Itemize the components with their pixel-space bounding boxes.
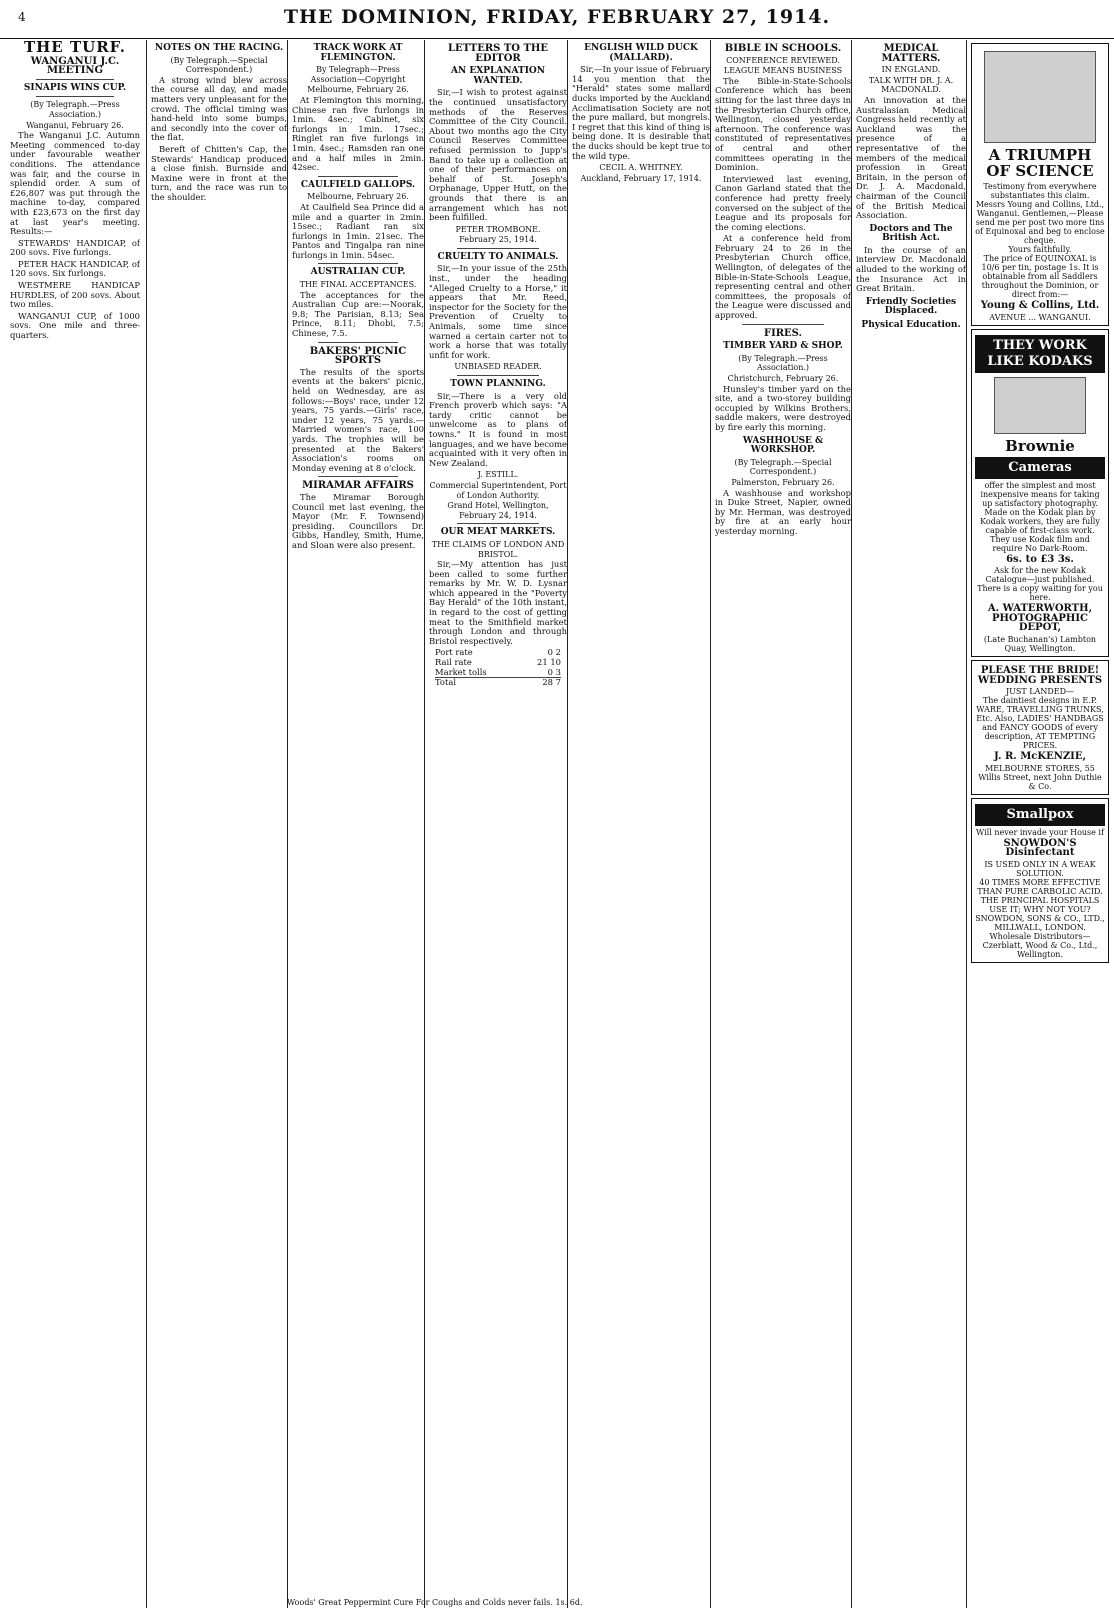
ad-company: Young & Collins, Ltd. (980, 300, 1100, 311)
medical-paragraph: An innovation at the Australasian Medical Congress held recently at Auckland was the presence of a representative of the members of the medical profession in Great Britain, in the person of Dr. J. A. Macdonald, chairman of the Council of the British Medical Association. (856, 94, 966, 221)
australian-cup-heading: AUSTRALIAN CUP. (310, 267, 406, 278)
australian-cup-subtitle: THE FINAL ACCEPTANCES. (299, 280, 417, 290)
freight-value: 28 7 (542, 677, 561, 688)
freight-label: Rail rate (435, 657, 472, 668)
page-number: 4 (18, 10, 26, 24)
letter-1-signature: PETER TROMBONE. (455, 224, 541, 234)
turf-paragraph: WANGANUI CUP, of 1000 sovs. One mile and three-quarters. (10, 310, 140, 341)
ad-tagline: Will never invade your House if (976, 827, 1104, 837)
notes-paragraph: A strong wind blew across the course all day, and made matters very unpleasant for the crowd. The official timing was hand-held into some bumps, and secondly into the cover of the flat. (151, 74, 287, 143)
footer-ad (287, 1598, 583, 1608)
turf-byline: (By Telegraph.—Press Association.) (30, 100, 120, 119)
freight-value: 0 3 (547, 666, 561, 677)
divider (457, 523, 540, 524)
bible-paragraph: At a conference held from February 24 to 26 in the Presbyterian Church office, Wellington, of delegates of the Bible-in-State-Schools League, representing central and other committees, the proposals of the League were discussed and approved. (715, 233, 851, 321)
ad-price: 6s. to £3 3s. (1006, 553, 1074, 565)
fire-2-dateline: Palmerston, February 26. (731, 477, 835, 487)
caulfield-body: At Caulfield Sea Prince did a mile and a quarter in 2min. 15sec.; Radiant ran six furlongs in 1min. 21sec. The Pantos and Tingalpa ran nine furlongs in 1min. 54sec. (292, 201, 424, 260)
turf-paragraph: The Wanganui J.C. Autumn Meeting commenced to-day under favourable weather conditions. The attendance was fair, and the course in splendid order. A sum of £26,807 was put through the machine to-day, compared with £23,673 on the first day at last year's meeting. Results:— (10, 130, 140, 237)
column-2 (146, 40, 287, 1608)
column-3 (287, 40, 424, 1608)
ad-headline: Smallpox (975, 804, 1105, 826)
freight-row (435, 668, 561, 678)
letter-4-body: Sir,—My attention has just been called to some further remarks by Mr. W. D. Lysnar which appeared in the "Poverty Bay Herald" of the 10th instant, in regard to the cost of getting meat to the Smithfield market through London and through Bristol respectively. (429, 559, 567, 646)
ad-intro: Testimony from everywhere substantiates this claim. (983, 182, 1097, 200)
bible-paragraph: The Bible-in-State-Schools Conference which has been sitting for the last three days in the Presbyterian Church office, Wellington, closed yesterday afternoon. The conference was constituted of representatives of central and other committees operating in the Dominion. (715, 75, 851, 173)
ad-headline: THEY WORK LIKE KODAKS (975, 335, 1105, 373)
letter-3-title: TOWN PLANNING. (450, 379, 546, 389)
picnic-heading: BAKERS' PICNIC SPORTS (309, 345, 407, 367)
fires-heading: FIRES. (763, 327, 803, 339)
divider (36, 79, 114, 80)
flemington-dateline: Melbourne, February 26. (307, 85, 409, 95)
ad-headline: PLEASE THE BRIDE! WEDDING PRESENTS (977, 664, 1103, 686)
bible-subtitle-2: LEAGUE MEANS BUSINESS (723, 66, 843, 76)
equinoxal-advertisement (971, 43, 1109, 326)
divider (318, 342, 397, 343)
turf-meeting: WANGANUI J.C. MEETING (30, 55, 120, 77)
fire-1-dateline: Christchurch, February 26. (727, 374, 839, 383)
divider (36, 96, 114, 97)
column-5 (567, 40, 710, 1608)
turf-paragraph: WESTMERE HANDICAP HURDLES, of 200 sovs. About two miles. (10, 280, 140, 310)
ad-hospitals: THE PRINCIPAL HOSPITALS USE IT; WHY NOT YOU? (980, 895, 1100, 914)
ad-usage: IS USED ONLY IN A WEAK SOLUTION. (984, 859, 1096, 878)
letter-3-signature: J. ESTILL. (477, 470, 519, 480)
letter-3-sig-detail: Commercial Superintendent, Port of London Authority. (429, 480, 567, 500)
flemington-byline: By Telegraph—Press Association—Copyright (310, 65, 406, 84)
freight-label: Total (435, 677, 457, 688)
freight-value: 21 10 (537, 657, 561, 668)
caulfield-dateline: Melbourne, February 26. (307, 192, 409, 202)
column-8-advertisements (966, 40, 1109, 1608)
turf-dateline: Wanganui, February 26. (26, 120, 124, 130)
ad-catalogue: Ask for the new Kodak Catalogue—just published. There is a copy waiting for you here. (977, 566, 1103, 603)
ad-address: AVENUE ... WANGANUI. (989, 312, 1091, 322)
freight-label: Market tolls (435, 666, 487, 677)
ad-brand: Brownie (1005, 436, 1075, 455)
medical-heading: MEDICAL MATTERS. (881, 43, 941, 64)
footer-ad-left: Woods' Great Peppermint Cure (287, 1598, 414, 1607)
fire-2-title: WASHHOUSE & WORKSHOP. (742, 435, 824, 456)
miramar-heading: MIRAMAR AFFAIRS (302, 480, 414, 492)
flemington-heading: TRACK WORK AT FLEMINGTON. (313, 43, 403, 63)
ad-dealer-detail: (Late Buchanan's) Lambton Quay, Wellington. (983, 634, 1097, 653)
ad-distributors: Wholesale Distributors—Czerblatt, Wood & Co., Ltd., Wellington. (982, 931, 1098, 959)
flemington-body: At Flemington this morning, Chinese ran five furlongs in 1min. 4sec.; Cabinet, six furlongs in 1min. 17sec.; Ringlet ran five furlongs in 1min. 4sec.; Ramsden ran one and a half miles in 2min. 42sec. (292, 94, 424, 173)
notes-heading: NOTES ON THE RACING. (154, 43, 284, 53)
ad-body: Messrs Young and Collins, Ltd., Wanganui. Gentlemen,—Please send me per post two more tins of Equinoxal and beg to enclose cheque. (975, 200, 1105, 245)
ad-maker: SNOWDON, SONS & CO., LTD., MILLWALL, LONDON. (975, 913, 1105, 932)
divider (742, 324, 824, 325)
notes-paragraph: Bereft of Chitten's Cap, the Stewards' Handicap produced a close finish. Burnside and Maxine were in front at the turn, and the race was run to the shoulder. (151, 143, 287, 202)
divider (457, 248, 540, 249)
ad-product: Cameras (975, 457, 1105, 479)
turf-paragraph: STEWARDS' HANDICAP, of 200 sovs. Five furlongs. (10, 237, 140, 258)
turf-heading: THE TURF. (23, 40, 127, 56)
ad-claim: 40 TIMES MORE EFFECTIVE THAN PURE CARBOLIC ACID. (977, 877, 1103, 896)
fire-1-byline: (By Telegraph.—Press Association.) (738, 353, 828, 373)
newspaper-title: THE DOMINION, FRIDAY, FEBRUARY 27, 1914. (283, 6, 831, 28)
bible-heading: BIBLE IN SCHOOLS. (724, 43, 842, 54)
disinfectant-advertisement (971, 798, 1109, 963)
masthead (0, 0, 1114, 39)
notes-byline: (By Telegraph.—Special Correspondent.) (170, 55, 268, 75)
letter-5-body: Sir,—In your issue of February 14 you mention that the "Herald" states some mallard ducks imported by the Auckland Acclimatisation Society are not the pure mallard, but mongrels. I regret that this kind of thing is being done. It is desirable that the ducks should be kept true to the wild type. (572, 64, 710, 161)
medical-paragraph: In the course of an interview Dr. Macdonald alluded to the working of the Insurance Act in Great Britain. (856, 244, 966, 294)
ad-headline: A TRIUMPH OF SCIENCE (986, 146, 1094, 180)
bible-paragraph: Interviewed last evening, Canon Garland stated that the conference had pretty freely conversed on the subject of the League and its proposals for the coming elections. (715, 173, 851, 232)
wedding-presents-advertisement (971, 660, 1109, 795)
letter-2-signature: UNBIASED READER. (454, 362, 542, 372)
freight-table (435, 648, 561, 687)
turf-cup: SINAPIS WINS CUP. (23, 82, 127, 93)
ad-body: The daintiest designs in E.P. WARE, TRAVELLING TRUNKS, Etc. Also, LADIES' HANDBAGS and FANCY GOODS of every description, AT TEMPTING PRICES. (976, 696, 1104, 751)
medical-subtitle-2: TALK WITH DR. J. A. MACDONALD. (868, 75, 954, 95)
letter-4-title: OUR MEAT MARKETS. (440, 527, 556, 538)
camera-illustration (994, 377, 1086, 434)
letters-heading: LETTERS TO THE EDITOR (448, 43, 548, 64)
divider (318, 176, 397, 177)
footer-ad-right: For Coughs and Colds never fails. 1s. 6d. (415, 1598, 583, 1607)
letter-1-date: February 25, 1914. (459, 235, 537, 245)
ad-address: MELBOURNE STORES, 55 Willis Street, next John Duthie & Co. (978, 763, 1102, 791)
miramar-body: The Miramar Borough Council met last evening, the Mayor (Mr. F. Townsend) presiding. Councillors Dr. Gibbs, Handley, Smith, Hume, and Sloan were also present. (292, 491, 424, 550)
freight-label: Port rate (435, 647, 473, 658)
divider (318, 476, 397, 477)
letter-5-title: ENGLISH WILD DUCK (MALLARD). (584, 43, 698, 63)
medical-section-heading: Physical Education. (861, 320, 961, 331)
australian-cup-body: The acceptances for the Australian Cup are:—Noorak, 9.8; The Parisian, 8.13; Sea Prince, 8.11; Dhobi, 7.5; Chinese, 7.5. (292, 289, 424, 339)
ad-name: J. R. McKENZIE, (994, 751, 1086, 763)
letter-5-signature: CECIL A. WHITNEY. (599, 163, 683, 173)
ad-price: The price of EQUINOXAL is 10/6 per tin, postage 1s. It is obtainable from all Saddlers throughout the Dominion, or direct from:— (981, 254, 1099, 299)
column-4 (424, 40, 567, 1608)
kodak-advertisement (971, 329, 1109, 657)
letter-2-body: Sir,—In your issue of the 25th inst., under the heading "Alleged Cruelty to a Horse," it appears that Mr. Reed, inspector for the Society for the Prevention of Cruelty to Animals, some time since warned a certain carter not to work a horse that was totally unfit for work. (429, 263, 567, 360)
divider (318, 263, 397, 264)
column-7 (851, 40, 966, 1608)
fire-2-body: A washhouse and workshop in Duke Street, Napier, owned by Mr. Herman, was destroyed by fire at an early hour yesterday morning. (715, 487, 851, 536)
caulfield-heading: CAULFIELD GALLOPS. (300, 179, 416, 190)
letter-3-sig-place: Grand Hotel, Wellington, February 24, 1914. (447, 501, 549, 520)
letter-2-title: CRUELTY TO ANIMALS. (437, 251, 559, 262)
divider (457, 375, 540, 376)
medical-subtitle: IN ENGLAND. (881, 65, 941, 75)
turf-paragraph: PETER HACK HANDICAP, of 120 sovs. Six furlongs. (10, 258, 140, 279)
fire-1-title: TIMBER YARD & SHOP. (723, 341, 843, 352)
letter-3-body: Sir,—There is a very old French proverb which says: "A tardy critic cannot be unwelcome as to plans of towns." It is found in most languages, and we have become acquainted with it very often in New Zealand. (429, 390, 567, 468)
letter-1-body: Sir,—I wish to protest against the continued unsatisfactory methods of the Reserves Committee of the City Council. About two months ago the City Council Reserves Committee refused permission to Jupp's Band to take up a collection at one of their performances on behalf of St. Joseph's Orphanage, Upper Hutt, on the grounds that there is an arrangement which has not been fulfilled. (429, 87, 567, 223)
letter-1-title: AN EXPLANATION WANTED. (451, 66, 545, 86)
column-6 (710, 40, 851, 1608)
bible-subtitle: CONFERENCE REVIEWED. (726, 55, 840, 65)
ad-brand: SNOWDON'S Disinfectant (1003, 837, 1077, 859)
fire-2-byline: (By Telegraph.—Special Correspondent.) (734, 457, 832, 477)
horse-illustration (984, 51, 1096, 143)
ad-sub: JUST LANDED— (1005, 687, 1075, 697)
letter-4-subtitle: THE CLAIMS OF LONDON AND BRISTOL. (431, 539, 565, 559)
ad-body: offer the simplest and most inexpensive means for taking up satisfactory photography. Made on the Kodak plan by Kodak workers, they are fully capable of first-class work. They use Kodak film and require No Dark-Room. (980, 480, 1100, 553)
medical-section-heading: Doctors and The British Act. (869, 223, 953, 244)
freight-row (435, 677, 561, 688)
ad-signature: Yours faithfully. (1008, 245, 1072, 254)
letter-5-sig-place: Auckland, February 17, 1914. (580, 173, 702, 183)
fire-1-body: Hunsley's timber yard on the site, and a two-storey building occupied by Wilkins Brothers, saddle makers, were destroyed by fire early this morning. (715, 383, 851, 432)
medical-section-heading: Friendly Societies Displaced. (865, 296, 957, 317)
freight-value: 0 2 (547, 647, 561, 658)
column-1 (10, 40, 140, 1608)
ad-dealer: A. WATERWORTH, PHOTOGRAPHIC DEPOT, (987, 603, 1093, 634)
picnic-body: The results of the sports events at the bakers' picnic, held on Wednesday, are as follows:—Boys' race, under 12 years, 75 yards.—Girls' race, under 12 years, 75 yards.—Married women's race, 100 yards. The trophies will be presented at the Bakers' Association's rooms on Monday evening at 8 o'clock. (292, 366, 424, 473)
